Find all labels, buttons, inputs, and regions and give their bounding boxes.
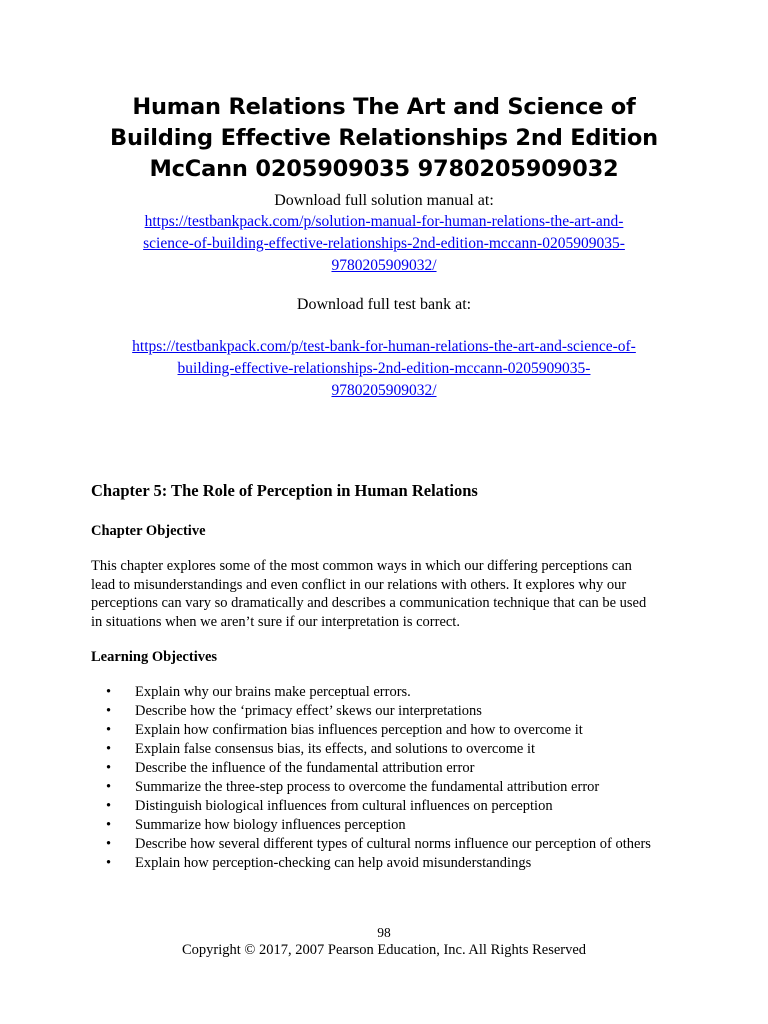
link-line[interactable]: 9780205909032/ [331,257,437,274]
link-line[interactable]: https://testbankpack.com/p/test-bank-for-human-relations-the-art-and-science-of- [132,338,636,355]
paragraph-line: lead to misunderstandings and even conflict in our relations with others. It explores why our [91,576,627,593]
list-item-text: Explain false consensus bias, its effects, and solutions to overcome it [135,741,536,757]
list-item [91,740,691,759]
link-line[interactable]: 9780205909032/ [331,382,437,399]
chapter-objective-paragraph [91,557,691,631]
list-item-text: Summarize the three-step process to overcome the fundamental attribution error [135,779,600,795]
document-title [60,92,708,185]
title-line: McCann 0205909035 9780205909032 [149,156,619,182]
paragraph-line: in situations when we aren’t sure if our interpretation is correct. [91,613,460,630]
bullet-icon: • [106,703,112,719]
bullet-icon: • [106,722,112,738]
list-item [91,721,691,740]
paragraph-line: perceptions can vary so dramatically and describes a communication technique that can be used [91,595,647,611]
title-line: Building Effective Relationships 2nd Edition [110,125,658,151]
bullet-icon: • [106,779,112,795]
bullet-icon: • [106,817,112,833]
link-line[interactable]: science-of-building-effective-relationships-2nd-edition-mccann-0205909035- [143,235,625,252]
chapter-objective-heading: Chapter Objective [91,523,206,539]
learning-objectives-list [91,683,691,873]
title-line: Human Relations The Art and Science of [132,94,636,120]
list-item-text: Summarize how biology influences perception [135,817,406,833]
solution-manual-link[interactable] [40,211,728,277]
bullet-icon: • [106,741,112,757]
list-item-text: Explain how perception-checking can help avoid misunderstandings [135,855,532,871]
bullet-icon: • [106,798,112,814]
test-bank-link[interactable] [40,336,728,402]
list-item-text: Describe how several different types of cultural norms influence our perception of others [135,836,651,852]
list-item [91,835,691,854]
list-item-text: Explain how confirmation bias influences perception and how to overcome it [135,722,583,738]
list-item [91,759,691,778]
link-line[interactable]: https://testbankpack.com/p/solution-manual-for-human-relations-the-art-and- [144,213,624,230]
list-item [91,683,691,702]
list-item [91,854,691,873]
list-item-text: Describe how the ‘primacy effect’ skews our interpretations [135,703,482,719]
bullet-icon: • [106,684,112,700]
list-item-text: Describe the influence of the fundamental attribution error [135,760,475,776]
link-line[interactable]: building-effective-relationships-2nd-edition-mccann-0205909035- [177,360,591,377]
paragraph-line: This chapter explores some of the most common ways in which our differing perceptions can [91,558,632,574]
bullet-icon: • [106,760,112,776]
list-item [91,778,691,797]
learning-objectives-heading: Learning Objectives [91,649,218,665]
list-item [91,702,691,721]
bullet-icon: • [106,836,112,852]
chapter-title: Chapter 5: The Role of Perception in Human Relations [91,481,478,500]
copyright-notice: Copyright © 2017, 2007 Pearson Education, Inc. All Rights Reserved [181,942,587,958]
list-item-text: Explain why our brains make perceptual errors. [135,684,411,700]
page-number: 98 [377,925,391,940]
list-item [91,816,691,835]
bullet-icon: • [106,855,112,871]
test-bank-label: Download full test bank at: [296,296,472,313]
solution-manual-label: Download full solution manual at: [274,192,494,209]
list-item [91,797,691,816]
list-item-text: Distinguish biological influences from cultural influences on perception [135,798,553,814]
